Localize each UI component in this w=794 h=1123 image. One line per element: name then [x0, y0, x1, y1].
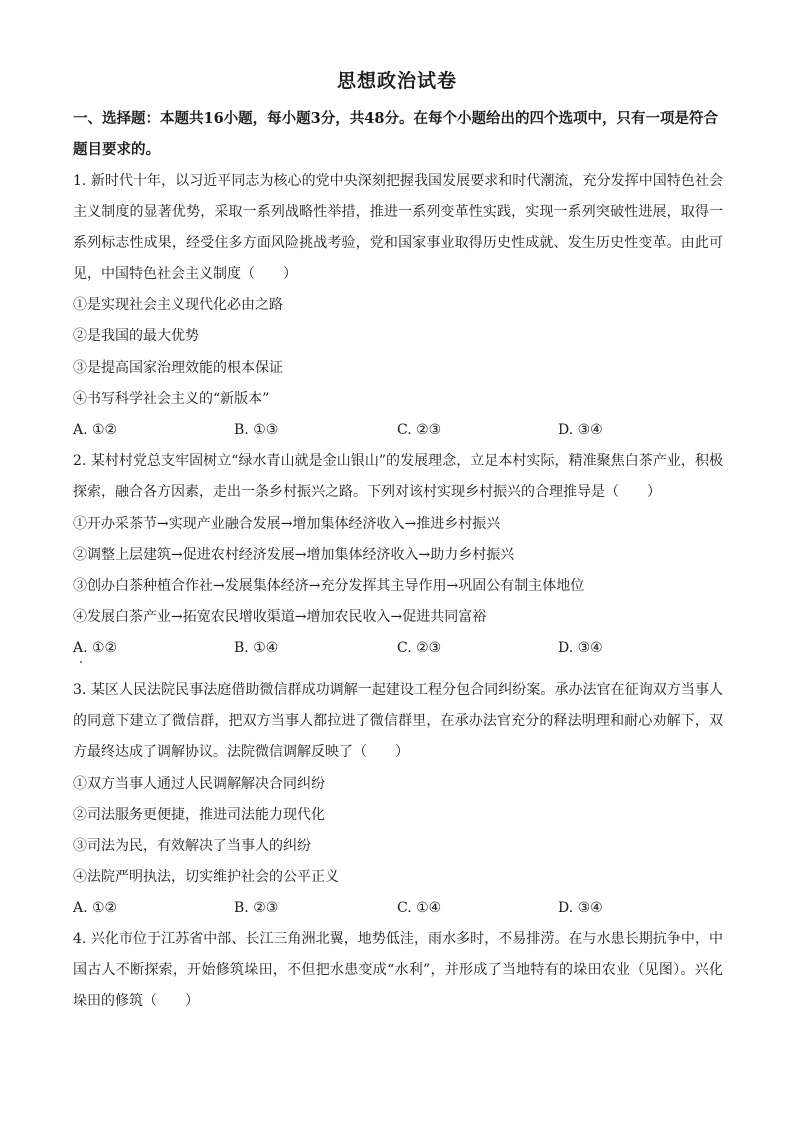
- question-3-option-d[interactable]: D. ③④: [558, 900, 603, 916]
- page-title: 思想政治试卷: [336, 70, 457, 92]
- question-3-option-a[interactable]: A. ①②: [73, 900, 118, 916]
- question-3-option-c[interactable]: C. ①④: [397, 900, 442, 916]
- question-3-item-3: ③司法为民，有效解决了当事人的纠纷: [73, 838, 311, 854]
- question-1-option-a[interactable]: A. ①②: [73, 422, 118, 438]
- question-1-stem: 1. 新时代十年，以习近平同志为核心的党中央深刻把握我国发展要求和时代潮流，充分发挥中国特色社会主义制度的显著优势，采取一系列战略性举措，推进一系列变革性实践，实现一系列突破性进展，取得一系列标志性成果，经受住多方面风险挑战考验，党和国家事业取得历史性成就、发生历史性变革。由此可见，中国特色社会主义制度（ ）: [73, 173, 723, 282]
- question-3-item-2: ②司法服务更便捷，推进司法能力现代化: [73, 807, 325, 823]
- question-2-item-4: ④发展白茶产业→拓宽农民增收渠道→增加农民收入→促进共同富裕: [73, 609, 487, 625]
- question-2-stem: 2. 某村村党总支牢固树立“绿水青山就是金山银山”的发展理念，立足本村实际，精准聚焦白茶产业，积极探索，融合各方因素，走出一条乡村振兴之路。下列对该村实现乡村振兴的合理推导是（ ）: [73, 453, 723, 500]
- question-1-item-1: ①是实现社会主义现代化必由之路: [73, 297, 283, 313]
- question-1-option-d[interactable]: D. ③④: [558, 422, 603, 438]
- question-1-item-3: ③是提高国家治理效能的根本保证: [73, 360, 283, 376]
- question-3-option-b[interactable]: B. ②③: [234, 900, 279, 916]
- question-3-stem: 3. 某区人民法院民事法庭借助微信群成功调解一起建设工程分包合同纠纷案。承办法官在征询双方当事人的同意下建立了微信群，把双方当事人都拉进了微信群里，在承办法官充分的释法明理和耐心劝解下，双方最终达成了调解协议。法院微信调解反映了（ ）: [73, 682, 723, 760]
- question-1-item-4: ④书写科学社会主义的“新版本”: [73, 391, 270, 407]
- question-3-item-1: ①双方当事人通过人民调解解决合同纠纷: [73, 776, 325, 792]
- scan-dot: [80, 661, 82, 663]
- question-3-item-4: ④法院严明执法，切实维护社会的公平正义: [73, 869, 339, 885]
- question-4-stem: 4. 兴化市位于江苏省中部、长江三角洲北翼，地势低洼，雨水多时，不易排涝。在与水患长期抗争中，中国古人不断探索，开始修筑垛田，不但把水患变成“水利”，并形成了当地特有的垛田农业（见图）。兴化垛田的修筑（ ）: [73, 931, 723, 1009]
- question-3-options: [73, 898, 723, 918]
- question-2-item-1: ①开办采茶节→实现产业融合发展→增加集体经济收入→推进乡村振兴: [73, 516, 501, 532]
- question-2-option-b[interactable]: B. ①④: [234, 640, 279, 656]
- section-heading: 一、选择题：本题共16小题，每小题3分，共48分。在每个小题给出的四个选项中，只有一项是符合题目要求的。: [73, 110, 718, 158]
- question-1-item-2: ②是我国的最大优势: [73, 328, 199, 344]
- question-1-options: [73, 420, 723, 440]
- question-2-item-2: ②调整上层建筑→促进农村经济发展→增加集体经济收入→助力乡村振兴: [73, 547, 515, 563]
- question-2-options: [73, 638, 723, 658]
- question-1-option-c[interactable]: C. ②③: [397, 422, 442, 438]
- question-2-item-3: ③创办白茶种植合作社→发展集体经济→充分发挥其主导作用→巩固公有制主体地位: [73, 578, 585, 594]
- question-1-option-b[interactable]: B. ①③: [234, 422, 279, 438]
- question-2-option-d[interactable]: D. ③④: [558, 640, 603, 656]
- question-2-option-a[interactable]: A. ①②: [73, 640, 118, 656]
- question-2-option-c[interactable]: C. ②③: [397, 640, 442, 656]
